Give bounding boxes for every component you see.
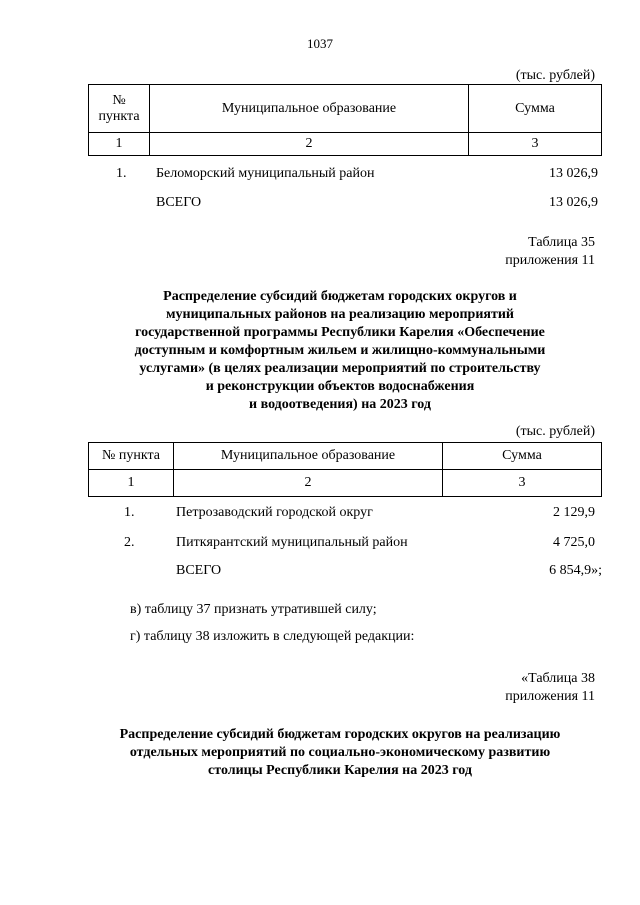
table38-caption bbox=[505, 670, 595, 706]
table35-row2-name: Питкярантский муниципальный район bbox=[176, 535, 408, 550]
table35-total-label: ВСЕГО bbox=[176, 563, 222, 578]
table35-title-line: государственной программы Республики Карелия «Обеспечение bbox=[135, 325, 545, 340]
table35-title-line: Распределение субсидий бюджетам городских округов и bbox=[163, 289, 517, 304]
table35-title-line: муниципальных районов на реализацию мероприятий bbox=[166, 307, 514, 322]
table1-index-3: 3 bbox=[469, 133, 602, 156]
table38-label: «Таблица 38 bbox=[521, 671, 595, 686]
table1-total-sum: 13 026,9 bbox=[549, 195, 598, 210]
table35-title-line: доступным и комфортным жильем и жилищно-коммунальными bbox=[134, 343, 546, 358]
table1-header-number bbox=[89, 85, 150, 133]
table35-index-2: 2 bbox=[174, 470, 443, 497]
table35-row2-sum: 4 725,0 bbox=[553, 535, 595, 550]
table35-row1-number: 1. bbox=[124, 505, 135, 520]
table1-row1-sum: 13 026,9 bbox=[549, 166, 598, 181]
table35-header-name: Муниципальное образование bbox=[174, 443, 443, 470]
table35-row1-name: Петрозаводский городской округ bbox=[176, 505, 373, 520]
table35-caption bbox=[505, 234, 595, 270]
paragraph-table37: в) таблицу 37 признать утратившей силу; bbox=[130, 602, 377, 617]
table35-appendix: приложения 11 bbox=[505, 253, 595, 268]
table1-row1-name: Беломорский муниципальный район bbox=[156, 166, 375, 181]
table1-total-label: ВСЕГО bbox=[156, 195, 202, 210]
table35-total-sum: 6 854,9»; bbox=[549, 563, 602, 578]
paragraph-table38: г) таблицу 38 изложить в следующей редакции: bbox=[130, 629, 415, 644]
table1-header bbox=[88, 84, 602, 156]
table35-title-line: услугами» (в целях реализации мероприятий по строительству bbox=[139, 361, 541, 376]
table35-row2-number: 2. bbox=[124, 535, 135, 550]
table35-unit: (тыс. рублей) bbox=[515, 424, 595, 439]
table35-header-number: № пункта bbox=[89, 443, 174, 470]
table1-unit: (тыс. рублей) bbox=[515, 68, 595, 83]
table1-row1-number: 1. bbox=[116, 166, 127, 181]
table35-title bbox=[80, 288, 600, 414]
table38-title-line: столицы Республики Карелия на 2023 год bbox=[208, 763, 472, 778]
table1-index-2: 2 bbox=[150, 133, 469, 156]
table1-header-number-text: № пункта bbox=[98, 92, 140, 124]
table1-header-sum: Сумма bbox=[469, 85, 602, 133]
table35-index-1: 1 bbox=[89, 470, 174, 497]
table35-index-3: 3 bbox=[443, 470, 602, 497]
table1-header-name: Муниципальное образование bbox=[150, 85, 469, 133]
table35-header bbox=[88, 442, 602, 497]
table38-appendix: приложения 11 bbox=[505, 689, 595, 704]
table38-title-line: отдельных мероприятий по социально-экономическому развитию bbox=[129, 745, 551, 760]
table35-title-line: и реконструкции объектов водоснабжения bbox=[205, 379, 475, 394]
table35-label: Таблица 35 bbox=[528, 235, 595, 250]
table38-title-line: Распределение субсидий бюджетам городских округов на реализацию bbox=[119, 727, 561, 742]
table38-title bbox=[80, 726, 600, 780]
page-number: 1037 bbox=[307, 36, 333, 51]
table1-index-1: 1 bbox=[89, 133, 150, 156]
table35-row1-sum: 2 129,9 bbox=[553, 505, 595, 520]
table35-title-line: и водоотведения) на 2023 год bbox=[249, 397, 431, 412]
table35-header-sum: Сумма bbox=[443, 443, 602, 470]
